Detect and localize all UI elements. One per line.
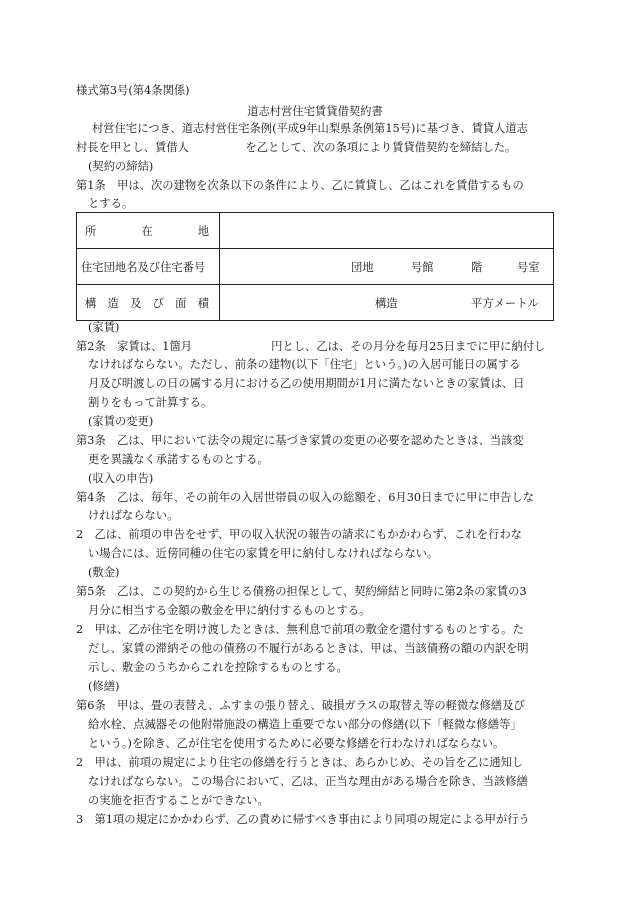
table-row [77, 213, 554, 249]
article-6-line-1: 第6条 甲は、畳の表替え、ふすまの張り替え、破損ガラスの取替え等の軽微な修繕及び [76, 699, 525, 712]
unit-kouzou: 構造 [375, 297, 398, 310]
structure-area-value [220, 285, 554, 321]
article-4-line-1: 第4条 乙は、毎年、その前年の入居世帯員の収入の総額を、6月30日までに甲に申告しな [76, 491, 535, 504]
article-6-line-3: という。)を除き、乙が住宅を使用するために必要な修繕を行わなければならない。 [88, 737, 505, 750]
unit-goshitsu: 号室 [517, 261, 540, 274]
article-2-line-4: 割りをもって計算する。 [88, 396, 213, 409]
label-char: 所 [85, 224, 97, 238]
unit-gokan: 号館 [411, 261, 434, 274]
form-label: 様式第3号(第4条関係) [76, 84, 190, 97]
unit-danchi: 団地 [351, 261, 374, 274]
table-row [77, 249, 554, 285]
article-4-line-2: ければならない。 [88, 509, 179, 522]
heading-contract: (契約の締結) [88, 160, 154, 173]
complex-number-label [77, 249, 220, 285]
intro-line-1: 村営住宅につき、道志村営住宅条例(平成9年山梨県条例第15号)に基づき、賃貸人道志 [92, 122, 528, 135]
article-6-2-line-1: 2 甲は、前項の規定により住宅の修繕を行うときは、あらかじめ、その旨を乙に通知し [76, 756, 524, 769]
article-5-line-1: 第5条 乙は、この契約から生じる債務の担保として、契約締結と同時に第2条の家賃の3 [76, 585, 527, 598]
label-char: び [152, 296, 164, 310]
heading-deposit: (敷金) [88, 566, 120, 579]
complex-number-value [220, 249, 554, 285]
article-4-2-line-2: い場合には、近傍同種の住宅の家賃を甲に納付しなければならない。 [88, 547, 439, 560]
article-6-line-2: 給水栓、点滅器その他附帯施設の構造上重要でない部分の修繕(以下「軽微な修繕等」 [88, 718, 522, 731]
article-6-3-line-1: 3 第1項の規定にかかわらず、乙の責めに帰すべき事由により同項の規定による甲が行う [76, 813, 530, 826]
article-5-2-line-3: 示し、敷金のうちからこれを控除するものとする。 [88, 661, 348, 674]
article-1-line-1: 第1条 甲は、次の建物を次条以下の条件により、乙に賃貸し、乙はこれを賃借するもの [76, 179, 524, 192]
label-char: 造 [107, 296, 119, 310]
unit-kai: 階 [471, 261, 483, 274]
complex-number-label-text: 住宅団地名及び住宅番号 [81, 260, 206, 274]
article-2-line-3: 月及び明渡しの日の属する月における乙の使用期間が1月に満たないときの家賃は、日 [88, 377, 525, 390]
article-2-line-1: 第2条 家賃は、1箇月 円とし、乙は、その月分を毎月25日までに甲に納付し [76, 340, 546, 353]
article-6-2-line-3: の実施を拒否することができない。 [88, 794, 269, 807]
label-char: 面 [175, 296, 187, 310]
article-5-2-line-1: 2 甲は、乙が住宅を明け渡したときは、無利息で前項の敷金を還付するものとする。た [76, 623, 524, 636]
heading-income-report: (収入の申告) [88, 472, 154, 485]
article-6-2-line-2: なければならない。この場合において、乙は、正当な理由がある場合を除き、当該修繕 [88, 775, 528, 788]
label-char: 在 [141, 224, 153, 238]
location-label [77, 213, 220, 249]
article-3-line-1: 第3条 乙は、甲において法令の規定に基づき家賃の変更の必要を認めたときは、当該変 [76, 434, 524, 447]
article-4-2-line-1: 2 乙は、前項の申告をせず、甲の収入状況の報告の請求にもかかわらず、これを行わな [76, 528, 522, 541]
label-char: 積 [197, 296, 209, 310]
article-3-line-2: 更を異議なく承諾するものとする。 [88, 453, 269, 466]
intro-line-2: 村長を甲とし、賃借人 を乙として、次の条項により賃貸借契約を締結した。 [76, 141, 517, 154]
location-value [220, 213, 554, 249]
heading-repairs: (修繕) [88, 680, 120, 693]
heading-rent: (家賃) [88, 321, 120, 334]
document-title: 道志村営住宅賃貸借契約書 [247, 105, 383, 118]
label-char: 及 [130, 296, 142, 310]
article-2-line-2: なければならない。ただし、前条の建物(以下「住宅」という。)の入居可能日の属する [88, 358, 521, 371]
label-char: 地 [197, 224, 209, 238]
heading-rent-change: (家賃の変更) [88, 415, 154, 428]
property-table [76, 212, 554, 321]
unit-square-meter: 平方メートル [471, 297, 539, 310]
article-5-2-line-2: だし、家賃の滞納その他の債務の不履行があるときは、甲は、当該債務の額の内訳を明 [88, 642, 529, 655]
structure-area-label [77, 285, 220, 321]
table-row [77, 285, 554, 321]
label-char: 構 [85, 296, 97, 310]
article-1-line-2: とする。 [88, 197, 134, 210]
article-5-line-2: 月分に相当する金額の敷金を甲に納付するものとする。 [88, 604, 371, 617]
